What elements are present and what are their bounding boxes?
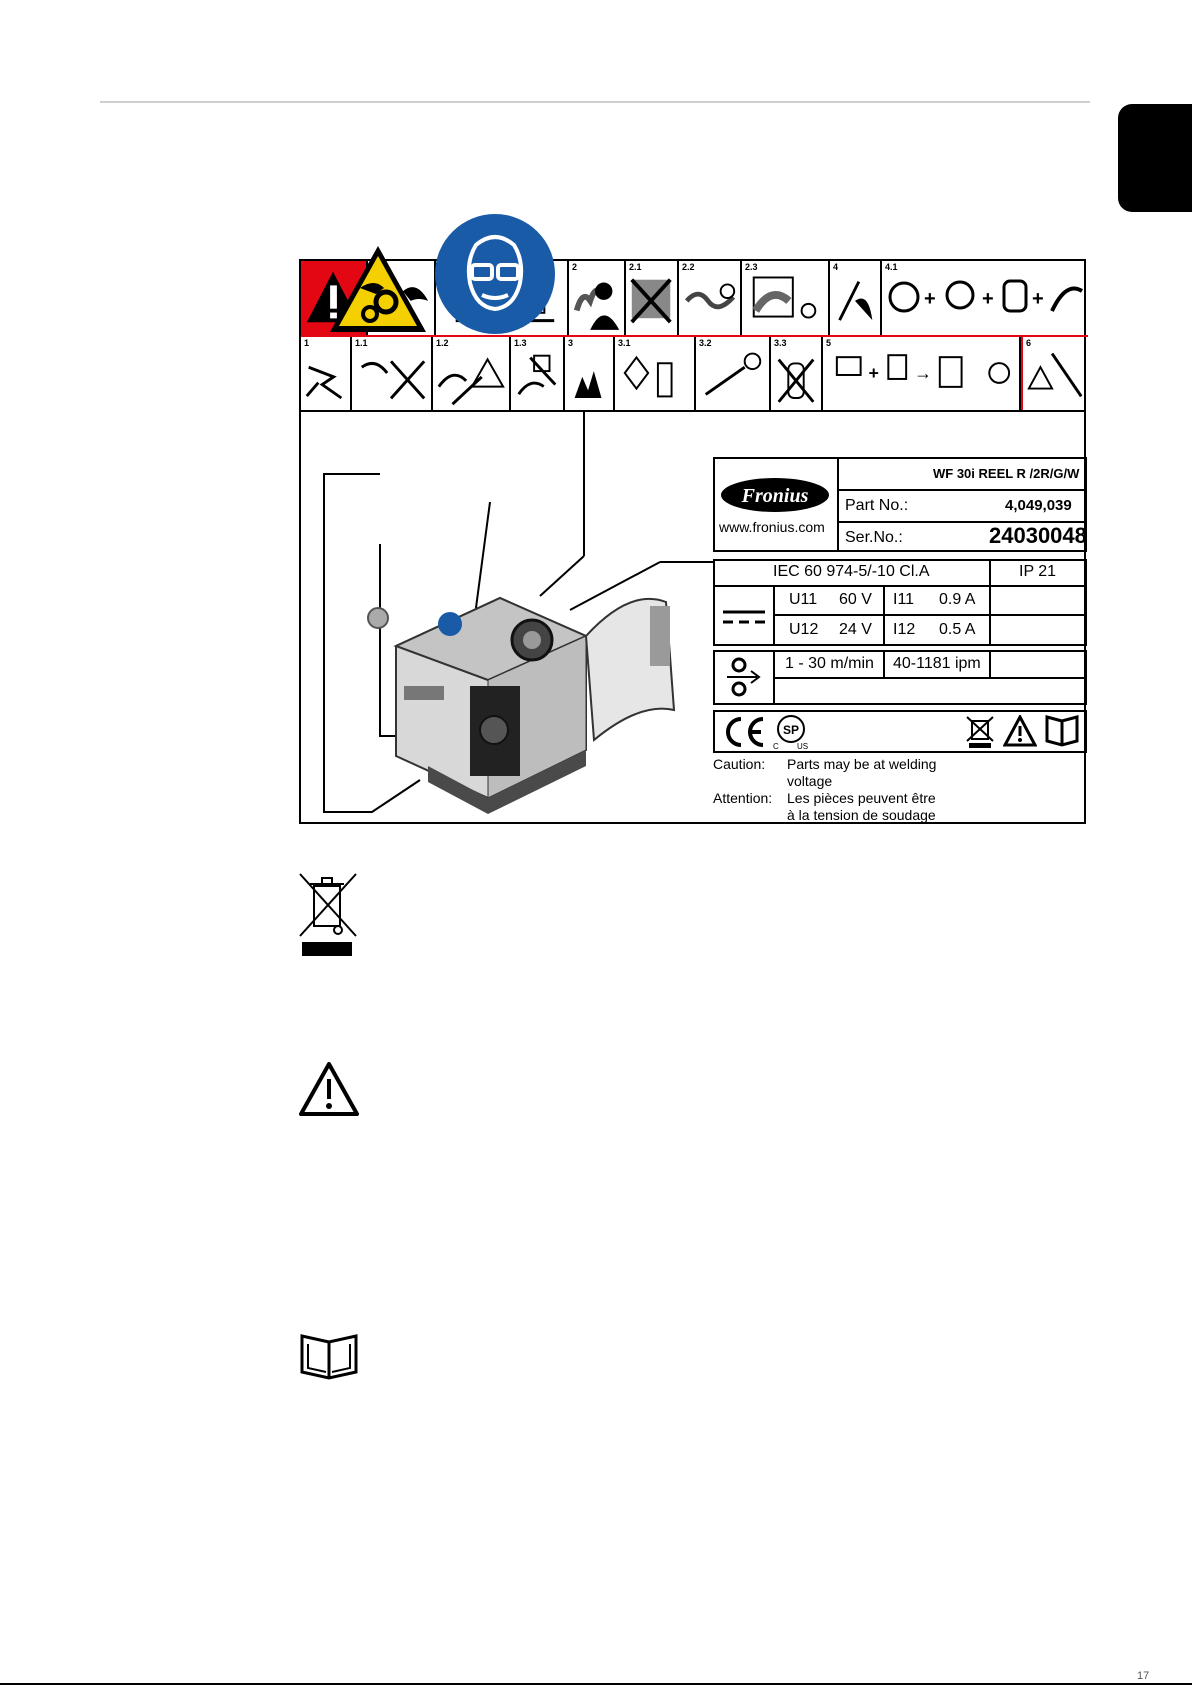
caution-label: Caution: [713, 756, 766, 772]
page-number: 17 [1137, 1670, 1150, 1682]
weee-bin-icon [298, 872, 358, 958]
spark-icon: 3.2 [696, 337, 771, 410]
svg-text:C: C [773, 742, 779, 751]
model-text: WF 30i REEL R /2R/G/W [933, 466, 1080, 481]
attention-text: Les pièces peuvent être [787, 790, 936, 806]
i12-value: 0.5 A [939, 621, 976, 638]
part-no-value: 4,049,039 [1005, 497, 1072, 514]
u11-value: 60 V [839, 591, 872, 608]
caution-triangle-icon [298, 1061, 360, 1117]
no-plug-icon: 1.3 [511, 337, 565, 410]
crush-hazard-icon [326, 242, 430, 338]
wire-feeder-illustration [300, 410, 720, 822]
no-touch-icon: 1.1 [352, 337, 433, 410]
i11-label: I11 [893, 591, 915, 608]
attention-text: à la tension de soudage [787, 807, 936, 823]
serial-value: 24030048 [989, 523, 1087, 548]
svg-text:SP: SP [782, 723, 800, 737]
extraction-icon: 2.3 [742, 261, 830, 335]
speed-imperial: 40-1181 ipm [893, 655, 981, 672]
svg-text:+: + [982, 288, 994, 310]
arc-radiation-icon: 4 [830, 261, 882, 335]
electric-shock-icon: 1 [301, 337, 352, 410]
part-no-label: Part No.: [845, 497, 909, 514]
svg-text:Fronius: Fronius [741, 485, 809, 507]
svg-text:+: + [868, 362, 879, 383]
protective-equipment-icon: 4.1 + + + [882, 261, 1088, 335]
chapter-tab [1118, 104, 1192, 212]
website-text: www.fronius.com [719, 519, 825, 535]
caution-text: Parts may be at welding [787, 756, 937, 772]
ce-mark-icon [721, 715, 767, 749]
speed-metric: 1 - 30 m/min [785, 655, 874, 672]
svg-text:+: + [924, 288, 936, 310]
svg-text:→: → [914, 362, 932, 383]
u11-label: U11 [789, 591, 818, 608]
ventilation-icon: 2.2 [679, 261, 742, 335]
dc-symbol-icon [721, 607, 767, 627]
attention-label: Attention: [713, 790, 773, 806]
svg-text:+: + [1032, 288, 1044, 310]
wire-feed-icon [725, 655, 765, 699]
no-fume-icon: 2.1 [626, 261, 679, 335]
header-rule [100, 101, 1090, 103]
ip-rating: IP 21 [1019, 563, 1057, 580]
i12-label: I12 [893, 621, 916, 638]
u12-label: U12 [789, 621, 819, 638]
eye-protection-icon [432, 211, 558, 337]
serial-label: Ser.No.: [845, 529, 903, 546]
i11-value: 0.9 A [939, 591, 976, 608]
svg-text:US: US [797, 742, 809, 751]
fire-hazard-icon: 3 [565, 337, 615, 410]
caution-text: voltage [787, 773, 833, 789]
manual-book-icon [298, 1334, 360, 1380]
no-wet-icon: 1.2 [433, 337, 511, 410]
fume-person-icon: 2 [569, 261, 626, 335]
manual-book-icon [1043, 715, 1081, 747]
flammable-icon: 3.1 [615, 337, 696, 410]
rating-plate [713, 457, 1087, 753]
caution-triangle-icon [1003, 715, 1037, 747]
standard-text: IEC 60 974-5/-10 Cl.A [773, 563, 930, 580]
fronius-logo [719, 475, 831, 515]
weee-bin-icon [965, 715, 995, 749]
no-cylinder-icon: 3.3 [771, 337, 823, 410]
read-instructions-icon: 5 + → [823, 337, 1021, 410]
csa-mark-icon [771, 713, 811, 751]
u12-value: 24 V [839, 621, 872, 638]
fire-extinguisher-icon: 6 [1021, 337, 1088, 410]
